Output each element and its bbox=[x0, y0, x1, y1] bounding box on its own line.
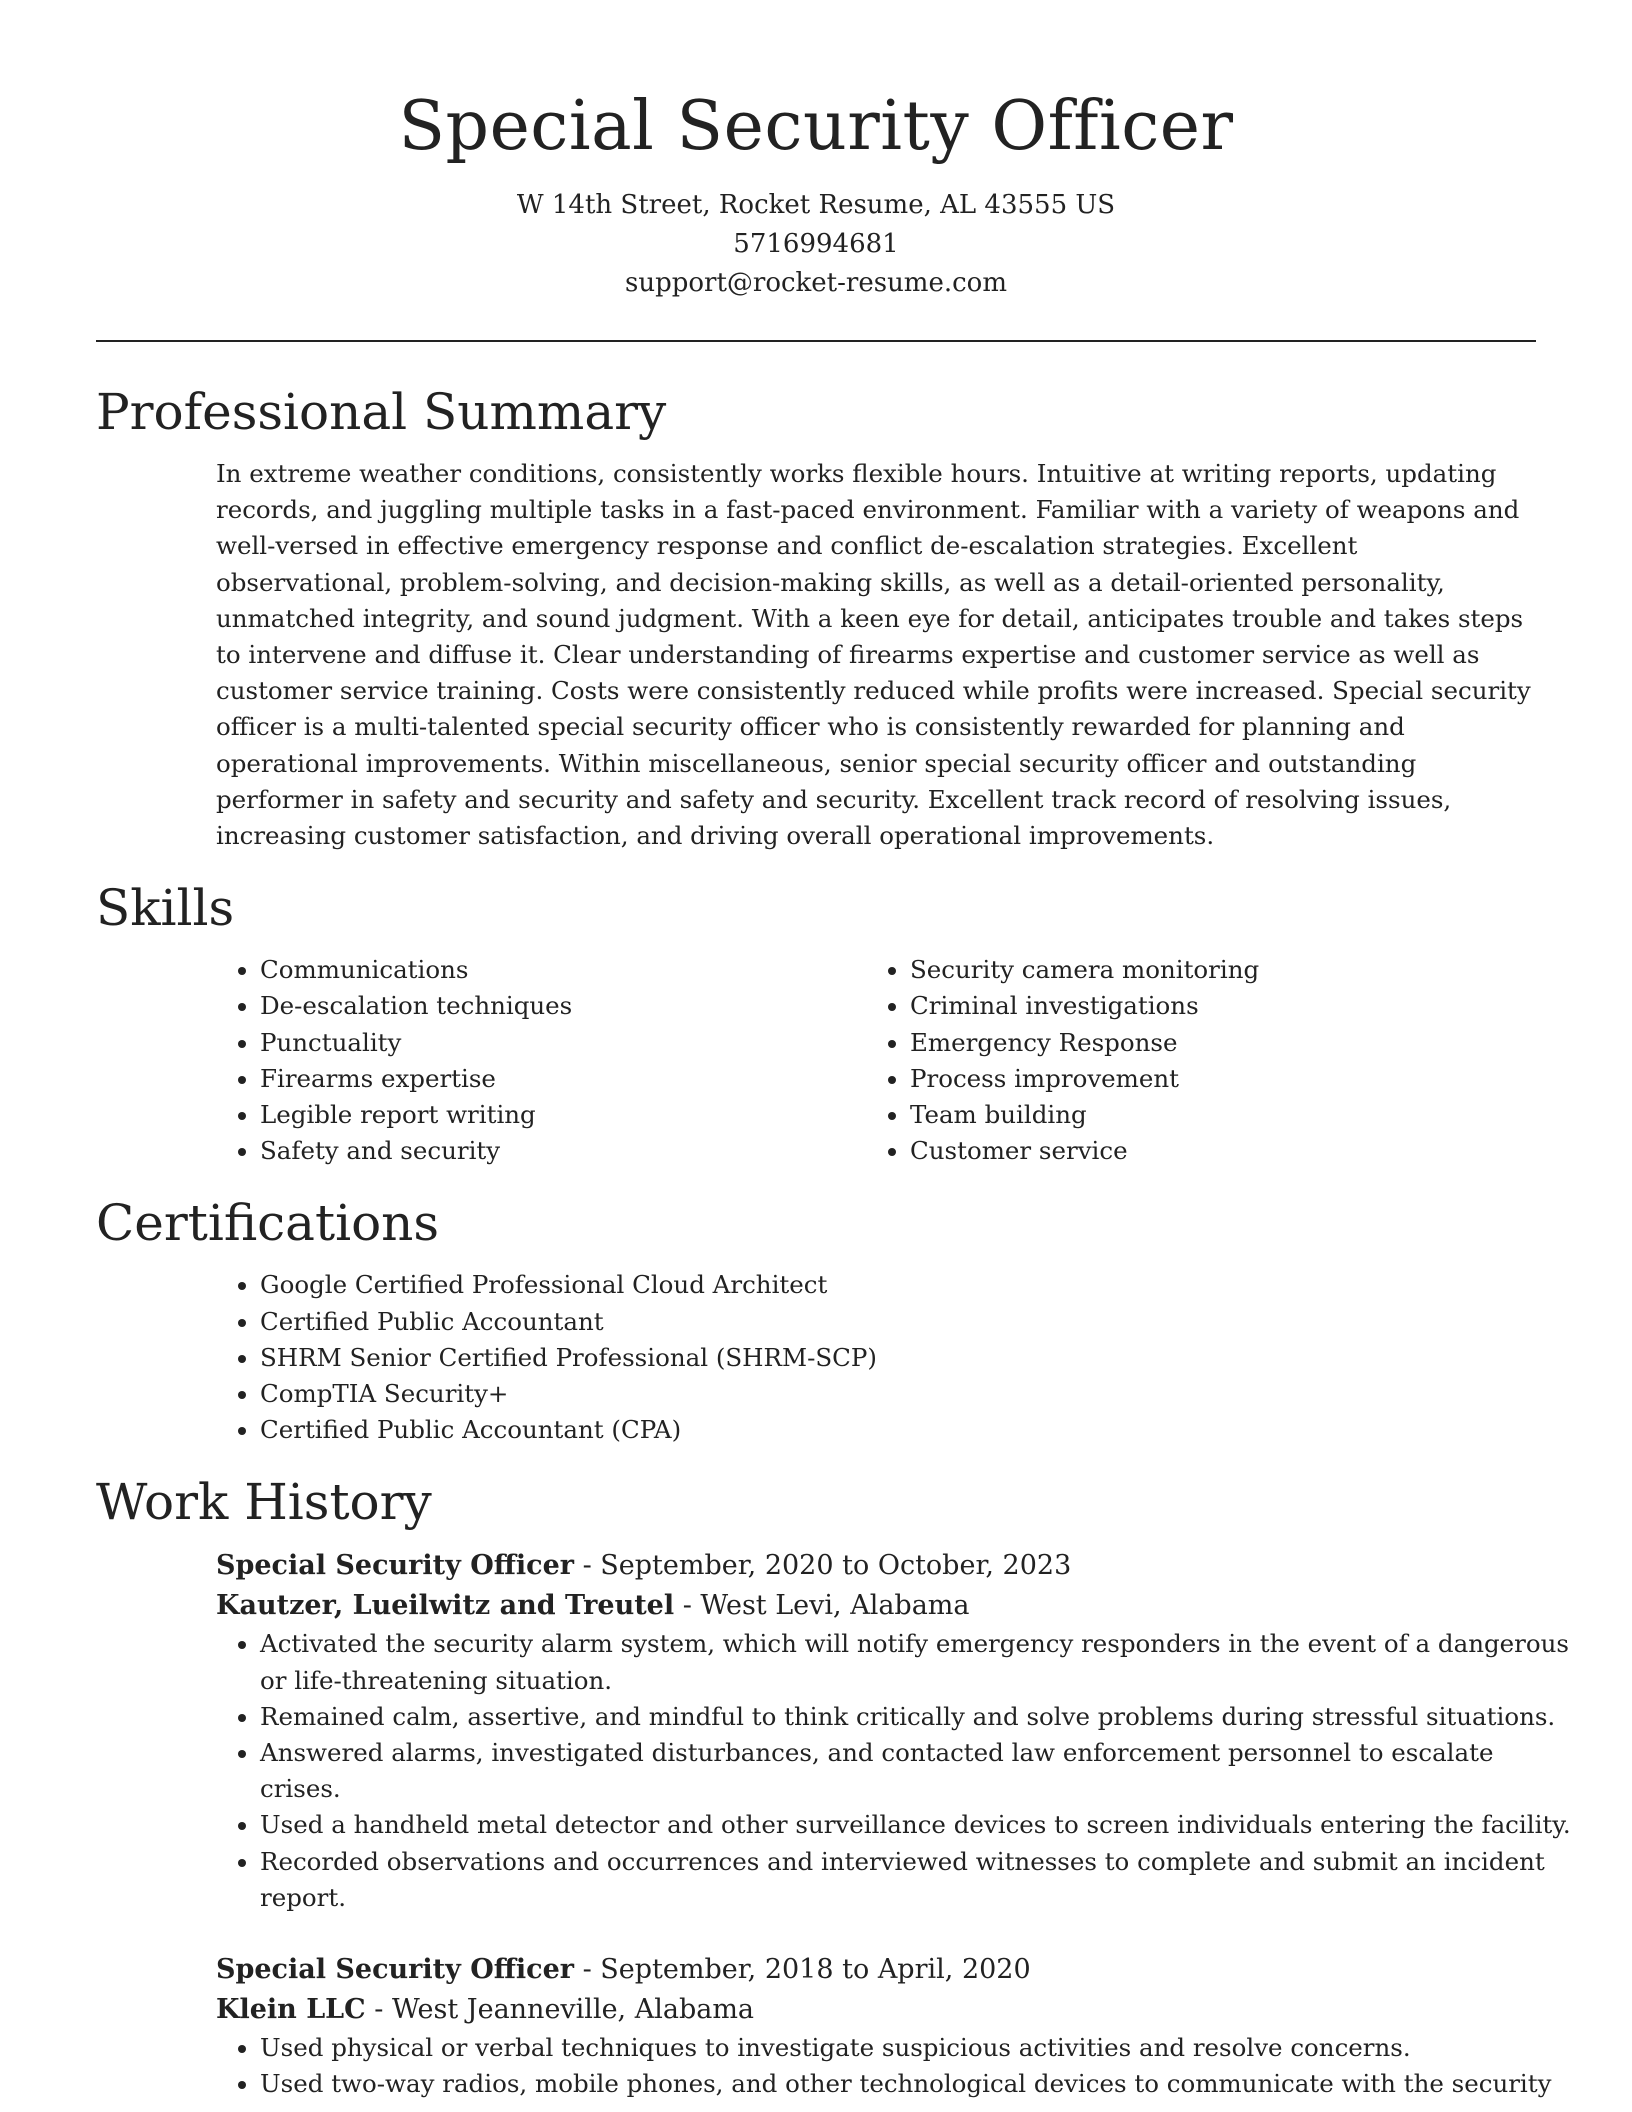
job-bullet: • Used physical or verbal techniques to investigate suspicious activities and resolve concerns. bbox=[260, 2030, 1580, 2066]
skill-item: • Punctuality bbox=[260, 1025, 866, 1061]
skills-section bbox=[96, 876, 1536, 1169]
job-location: - West Jeanneville, Alabama bbox=[365, 1994, 755, 2026]
certification-item: • SHRM Senior Certified Professional (SHRM-SCP) bbox=[260, 1340, 1536, 1376]
skills-heading: Skills bbox=[96, 879, 235, 938]
skill-item: • De-escalation techniques bbox=[260, 988, 866, 1024]
job-company-line bbox=[216, 1586, 1536, 1626]
email: support@rocket-resume.com bbox=[624, 268, 1007, 298]
summary-section bbox=[96, 380, 1536, 854]
skills-column-right bbox=[866, 952, 1516, 1169]
job-title-line bbox=[216, 1950, 1536, 1990]
job-bullets bbox=[216, 1626, 1580, 1916]
summary-text: In extreme weather conditions, consistently works flexible hours. Intuitive at writing reports, updating records, and juggling multiple tasks in a fast-paced environment. Familiar with a variety of weapons and well-versed in effective emergency response and conflict de-escalation strategies. Excellent observational, problem-solving, and decision-making skills, as well as a detail-oriented personality, unmatched integrity, and sound judgment. With a keen eye for detail, anticipates trouble and takes steps to intervene and diffuse it. Clear understanding of firearms expertise and customer service as well as customer service training. Costs were consistently reduced while profits were increased. Special security officer is a multi-talented special security officer who is consistently rewarded for planning and operational improvements. Within miscellaneous, senior special security officer and outstanding performer in safety and security and safety and security. Excellent track record of resolving issues, increasing customer satisfaction, and driving overall operational improvements. bbox=[216, 459, 1531, 851]
work-history-heading: Work History bbox=[96, 1473, 432, 1532]
job-dates: - September, 2018 to April, 2020 bbox=[573, 1954, 1031, 1986]
resume-page bbox=[96, 0, 1571, 2103]
skills-list-right bbox=[866, 952, 1516, 1169]
certifications-list bbox=[216, 1267, 1536, 1448]
job-bullet: • Recorded observations and occurrences and interviewed witnesses to complete and submit an incident report. bbox=[260, 1844, 1580, 1916]
skill-item: • Process improvement bbox=[910, 1061, 1516, 1097]
skill-item: • Firearms expertise bbox=[260, 1061, 866, 1097]
skill-item: • Safety and security bbox=[260, 1133, 866, 1169]
contact-block bbox=[96, 186, 1536, 303]
certification-item: • Certified Public Accountant (CPA) bbox=[260, 1412, 1536, 1448]
certifications-heading: Certifications bbox=[96, 1194, 440, 1253]
phone: 5716994681 bbox=[733, 229, 899, 259]
job-company-line bbox=[216, 1990, 1536, 2030]
skill-item: • Legible report writing bbox=[260, 1097, 866, 1133]
skill-item: • Security camera monitoring bbox=[910, 952, 1516, 988]
job-bullet: • Used two-way radios, mobile phones, and other technological devices to communicate with the security bbox=[260, 2066, 1580, 2102]
work-history-section bbox=[96, 1470, 1571, 2102]
job-company: Klein LLC bbox=[216, 1994, 366, 2026]
job-bullet: • Remained calm, assertive, and mindful to think critically and solve problems during stressful situations. bbox=[260, 1699, 1580, 1735]
skills-list-left bbox=[216, 952, 866, 1169]
summary-heading: Professional Summary bbox=[96, 383, 667, 441]
job-title: Special Security Officer bbox=[216, 1954, 574, 1986]
certification-item: • Certified Public Accountant bbox=[260, 1304, 1536, 1340]
skills-columns bbox=[216, 952, 1536, 1169]
job-bullet: • Used a handheld metal detector and other surveillance devices to screen individuals entering the facility. bbox=[260, 1807, 1580, 1843]
certification-item: • Google Certified Professional Cloud Architect bbox=[260, 1267, 1536, 1303]
certifications-section bbox=[96, 1191, 1536, 1448]
job-bullet: • Activated the security alarm system, which will notify emergency responders in the event of a dangerous or life-threatening situation. bbox=[260, 1626, 1580, 1698]
candidate-name: Special Security Officer bbox=[398, 87, 1234, 166]
job-bullets bbox=[216, 2030, 1580, 2102]
resume-header bbox=[96, 0, 1536, 303]
job-dates: - September, 2020 to October, 2023 bbox=[573, 1550, 1072, 1582]
skill-item: • Customer service bbox=[910, 1133, 1516, 1169]
skills-column-left bbox=[216, 952, 866, 1169]
address: W 14th Street, Rocket Resume, AL 43555 US bbox=[516, 190, 1116, 220]
skill-item: • Communications bbox=[260, 952, 866, 988]
job-company: Kautzer, Lueilwitz and Treutel bbox=[216, 1590, 675, 1622]
certification-item: • CompTIA Security+ bbox=[260, 1376, 1536, 1412]
header-divider bbox=[96, 340, 1536, 342]
job-title-line bbox=[216, 1546, 1536, 1586]
job-bullet: • Answered alarms, investigated disturbances, and contacted law enforcement personnel to escalate crises. bbox=[260, 1735, 1580, 1807]
certifications-list-wrap bbox=[216, 1267, 1536, 1448]
skill-item: • Criminal investigations bbox=[910, 988, 1516, 1024]
skill-item: • Team building bbox=[910, 1097, 1516, 1133]
job-entry bbox=[216, 1546, 1571, 1916]
job-entry bbox=[216, 1950, 1552, 2102]
job-title: Special Security Officer bbox=[216, 1550, 574, 1582]
skill-item: • Emergency Response bbox=[910, 1025, 1516, 1061]
job-location: - West Levi, Alabama bbox=[674, 1590, 970, 1622]
